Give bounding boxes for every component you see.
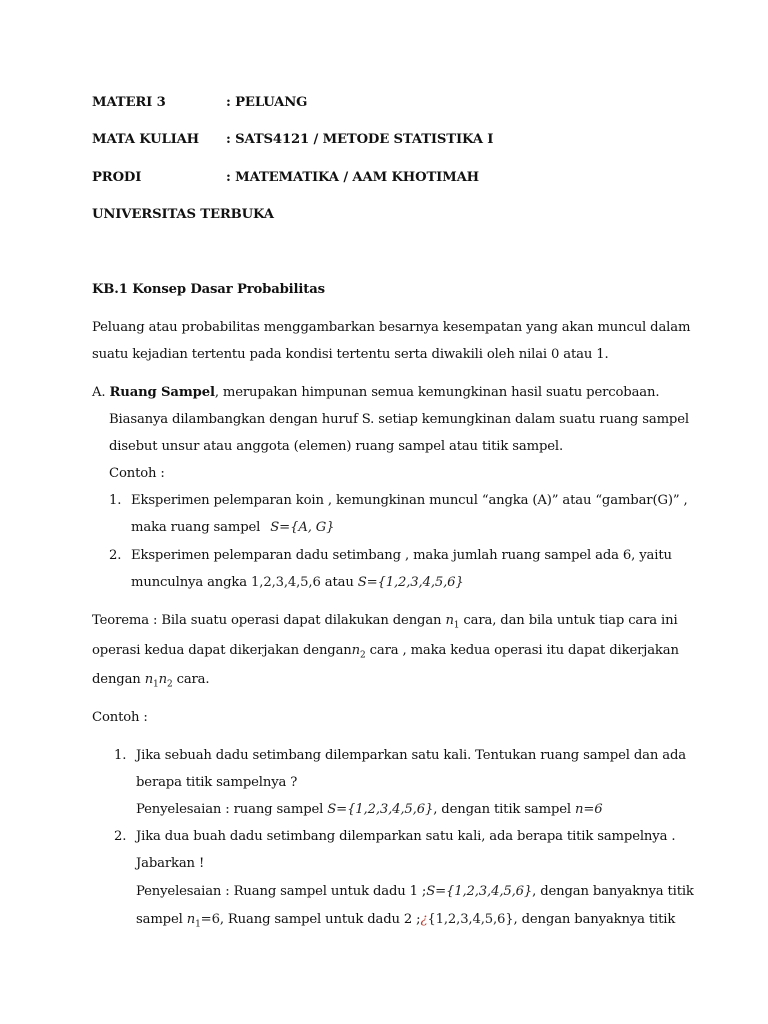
teorema-text: operasi kedua dapat dikerjakan dengan (92, 643, 352, 658)
section-a-line-3: disebut unsur atau anggota (elemen) ruang sampel atau titik sampel. (109, 439, 563, 454)
teorema-text: Teorema : Bila suatu operasi dapat dilakukan dengan (92, 613, 442, 628)
section-a-line-2: Biasanya dilambangkan dengan huruf S. setiap kemungkinan dalam suatu ruang sampel (109, 412, 689, 427)
item-text: Penyelesaian : ruang sampel (136, 802, 324, 817)
math-expression: 1,2,3,4,5,6 (251, 575, 321, 590)
math-expression: n=6 (575, 802, 603, 817)
list-item-continuation (136, 802, 603, 818)
item-text: Eksperimen pelemparan koin , kemungkinan muncul “angka (A)” atau “gambar(G)” , (131, 493, 688, 508)
teorema-line-1 (92, 613, 678, 629)
contoh-label: Contoh : (92, 710, 148, 725)
math-expression: S={1,2,3,4,5,6} (357, 575, 464, 590)
list-item-continuation: Jabarkan ! (136, 856, 205, 871)
list-item-continuation (136, 884, 694, 900)
math-n1: $n_1=6$ (186, 912, 220, 930)
contoh-label: Contoh : (109, 466, 165, 481)
item-text: , Ruang sampel untuk dadu 2 ; (219, 912, 421, 927)
math-n1n2: $n_1n_2$ (144, 672, 173, 690)
item-number: 2. (114, 829, 127, 844)
teorema-line-3 (92, 672, 209, 688)
item-text: Jika sebuah dadu setimbang dilemparkan satu kali. Tentukan ruang sampel dan ada (136, 748, 686, 763)
teorema-text: cara. (176, 672, 210, 687)
university-name: UNIVERSITAS TERBUKA (92, 207, 274, 222)
header-value: : PELUANG (226, 95, 308, 110)
header-key: MATA KULIAH (92, 132, 199, 147)
math-expression: S={A, G} (270, 520, 335, 535)
header-key: MATERI 3 (92, 95, 166, 110)
math-expression: S={1,2,3,4,5,6} (426, 884, 533, 899)
header-key: PRODI (92, 170, 142, 185)
item-text: , dengan banyaknya titik (513, 912, 676, 927)
item-number: 1. (109, 493, 122, 508)
list-item (114, 748, 686, 764)
list-item (109, 493, 688, 509)
item-text: Eksperimen pelemparan dadu setimbang , maka jumlah ruang sampel ada 6, yaitu (131, 548, 672, 563)
item-text: Jika dua buah dadu setimbang dilemparkan satu kali, ada berapa titik sampelnya . (136, 829, 676, 844)
math-expression: S={1,2,3,4,5,6} (327, 802, 434, 817)
list-item-continuation (136, 912, 675, 928)
list-item-continuation (131, 575, 464, 591)
math-n1: $n_1$ (445, 613, 460, 631)
section-title: KB.1 Konsep Dasar Probabilitas (92, 282, 325, 297)
teorema-text: dengan (92, 672, 141, 687)
item-text: munculnya angka (131, 575, 247, 590)
list-marker: A. (92, 385, 106, 400)
definition-text: , merupakan himpunan semua kemungkinan hasil suatu percobaan. (214, 385, 660, 400)
teorema-line-2 (92, 643, 679, 659)
section-a-line-1 (92, 385, 659, 401)
intro-line-1: Peluang atau probabilitas menggambarkan besarnya kesempatan yang akan muncul dalam (92, 320, 691, 335)
item-text: , dengan titik sampel (433, 802, 571, 817)
header-value: : SATS4121 / METODE STATISTIKA I (226, 132, 494, 147)
math-symbol: ¿ (420, 912, 428, 927)
list-item-continuation (131, 520, 334, 536)
math-expression: {1,2,3,4,5,6} (427, 912, 514, 927)
item-text: Penyelesaian : Ruang sampel untuk dadu 1 ; (136, 884, 427, 899)
term-ruang-sampel: Ruang Sampel (109, 385, 215, 400)
list-item (109, 548, 672, 564)
teorema-text: cara, dan bila untuk tiap cara ini (463, 613, 678, 628)
item-text: , dengan banyaknya titik (532, 884, 694, 899)
item-number: 2. (109, 548, 122, 563)
item-text: atau (324, 575, 354, 590)
teorema-text: cara , maka kedua operasi itu dapat dikerjakan (369, 643, 679, 658)
math-n2: $n_2$ (351, 643, 366, 661)
item-number: 1. (114, 748, 127, 763)
item-text: sampel (136, 912, 183, 927)
list-item (114, 829, 676, 845)
header-value: : MATEMATIKA / AAM KHOTIMAH (226, 170, 479, 185)
list-item-continuation: berapa titik sampelnya ? (136, 775, 298, 790)
intro-line-2: suatu kejadian tertentu pada kondisi tertentu serta diwakili oleh nilai 0 atau 1. (92, 347, 609, 362)
item-text: maka ruang sampel (131, 520, 261, 535)
